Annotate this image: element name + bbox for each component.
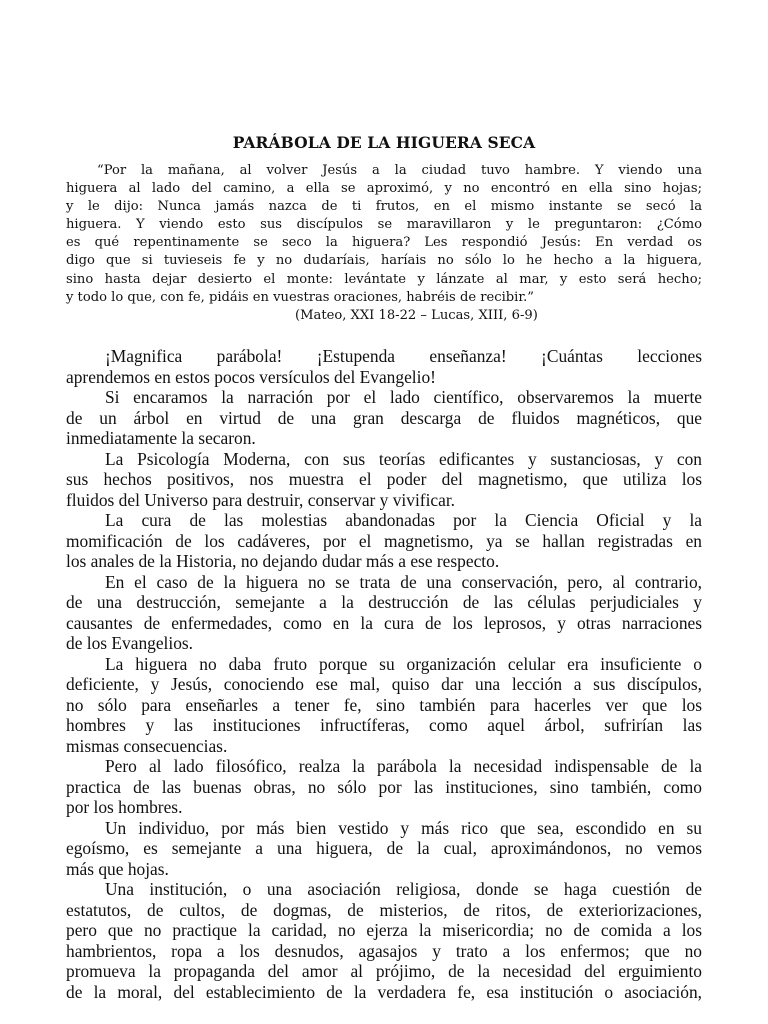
text-line: sus hechos positivos, nos muestra el poder del magnetismo, que utiliza los <box>66 469 702 489</box>
text-line: de un árbol en virtud de una gran descarga de fluidos magnéticos, que <box>66 407 702 428</box>
text-line: Una institución, o una asociación religiosa, donde se haga cuestión de <box>105 879 702 899</box>
text-line: inmediatamente la secaron. <box>66 428 256 448</box>
text-line: Si encaramos la narración por el lado científico, observaremos la muerte <box>105 387 702 407</box>
text-line: ¡Magnifica parábola! ¡Estupenda enseñanza! ¡Cuántas lecciones <box>105 346 702 366</box>
text-line: hambrientos, ropa a los desnudos, agasajos y trato a los enfermos; que no <box>66 940 702 961</box>
text-line: de una destrucción, semejante a la destrucción de las células perjudiciales y <box>66 592 702 612</box>
text-line: La cura de las molestias abandonadas por la Ciencia Oficial y la <box>105 510 702 530</box>
paragraph <box>66 449 702 511</box>
text-line: Pero al lado filosófico, realza la parábola la necesidad indispensable de la <box>105 756 702 776</box>
body-text <box>66 346 702 1002</box>
text-line: momificación de los cadáveres, por el magnetismo, ya se hallan registradas en <box>66 530 702 551</box>
text-line: no sólo para enseñarles a tener fe, sino también para hacerles ver que los <box>66 694 702 715</box>
scripture-quote <box>66 162 702 325</box>
text-line: mismas consecuencias. <box>66 735 228 756</box>
text-line: los anales de la Historia, no dejando dudar más a ese respecto. <box>66 551 500 571</box>
text-line: pero que no practique la caridad, no ejerza la misericordia; no de comida a los <box>66 920 702 940</box>
text-line: practica de las buenas obras, no sólo por las instituciones, sino también, como <box>66 776 702 797</box>
text-line: de los Evangelios. <box>66 633 194 653</box>
text-line: promueva la propaganda del amor al prójimo, de la necesidad del erguimiento <box>66 961 702 981</box>
text-line: fluidos del Universo para destruir, conservar y vivificar. <box>66 489 456 510</box>
text-line: deficiente, y Jesús, conociendo ese mal, quiso dar una lección a sus discípulos, <box>66 674 702 694</box>
quote-line: sino hasta dejar desierto el monte: levántate y lánzate al mar, y esto será hecho; <box>66 271 702 287</box>
page-title: PARÁBOLA DE LA HIGUERA SECA <box>232 133 536 152</box>
text-line: estatutos, de cultos, de dogmas, de misterios, de ritos, de exteriorizaciones, <box>66 899 702 920</box>
text-line: más que hojas. <box>66 858 169 879</box>
quote-line: “Por la mañana, al volver Jesús a la ciudad tuvo hambre. Y viendo una <box>97 163 702 178</box>
text-line: de la moral, del establecimiento de la verdadera fe, esa institución o asociación, <box>66 981 702 1002</box>
text-line: por los hombres. <box>66 797 183 817</box>
paragraph <box>66 346 702 387</box>
text-line: La higuera no daba fruto porque su organización celular era insuficiente o <box>105 653 702 674</box>
text-line: egoísmo, es semejante a una higuera, de la cual, aproximándonos, no vemos <box>66 838 702 858</box>
quote-citation: (Mateo, XXI 18-22 – Lucas, XIII, 6-9) <box>295 307 538 323</box>
quote-line: es qué repentinamente se seco la higuera? Les respondió Jesús: En verdad os <box>66 235 702 251</box>
paragraph <box>66 387 702 449</box>
paragraph <box>66 572 702 654</box>
quote-line: higuera al lado del camino, a ella se aproximó, y no encontró en ella sino hojas; <box>66 181 702 197</box>
paragraph <box>66 756 702 818</box>
text-line: causantes de enfermedades, como en la cura de los leprosos, y otras narraciones <box>66 612 702 633</box>
paragraph <box>66 879 702 1002</box>
text-line: aprendemos en estos pocos versículos del Evangelio! <box>66 366 436 387</box>
text-line: Un individuo, por más bien vestido y más rico que sea, escondido en su <box>105 817 702 838</box>
paragraph <box>66 654 702 757</box>
quote-line: y todo lo que, con fe, pidáis en vuestras oraciones, habréis de recibir.” <box>66 289 535 305</box>
text-line: En el caso de la higuera no se trata de una conservación, pero, al contrario, <box>105 571 702 592</box>
paragraph <box>66 510 702 572</box>
quote-line: y le dijo: Nunca jamás nazca de ti frutos, en el mismo instante se secó la <box>66 199 702 215</box>
text-line: La Psicología Moderna, con sus teorías edificantes y sustanciosas, y con <box>105 448 702 469</box>
quote-line: digo que si tuvieseis fe y no dudaríais, haríais no sólo lo he hecho a la higuera, <box>66 253 702 269</box>
text-line: hombres y las instituciones infructíferas, como aquel árbol, sufrirían las <box>66 715 702 735</box>
quote-line: higuera. Y viendo esto sus discípulos se maravillaron y le preguntaron: ¿Cómo <box>66 217 702 233</box>
paragraph <box>66 818 702 880</box>
